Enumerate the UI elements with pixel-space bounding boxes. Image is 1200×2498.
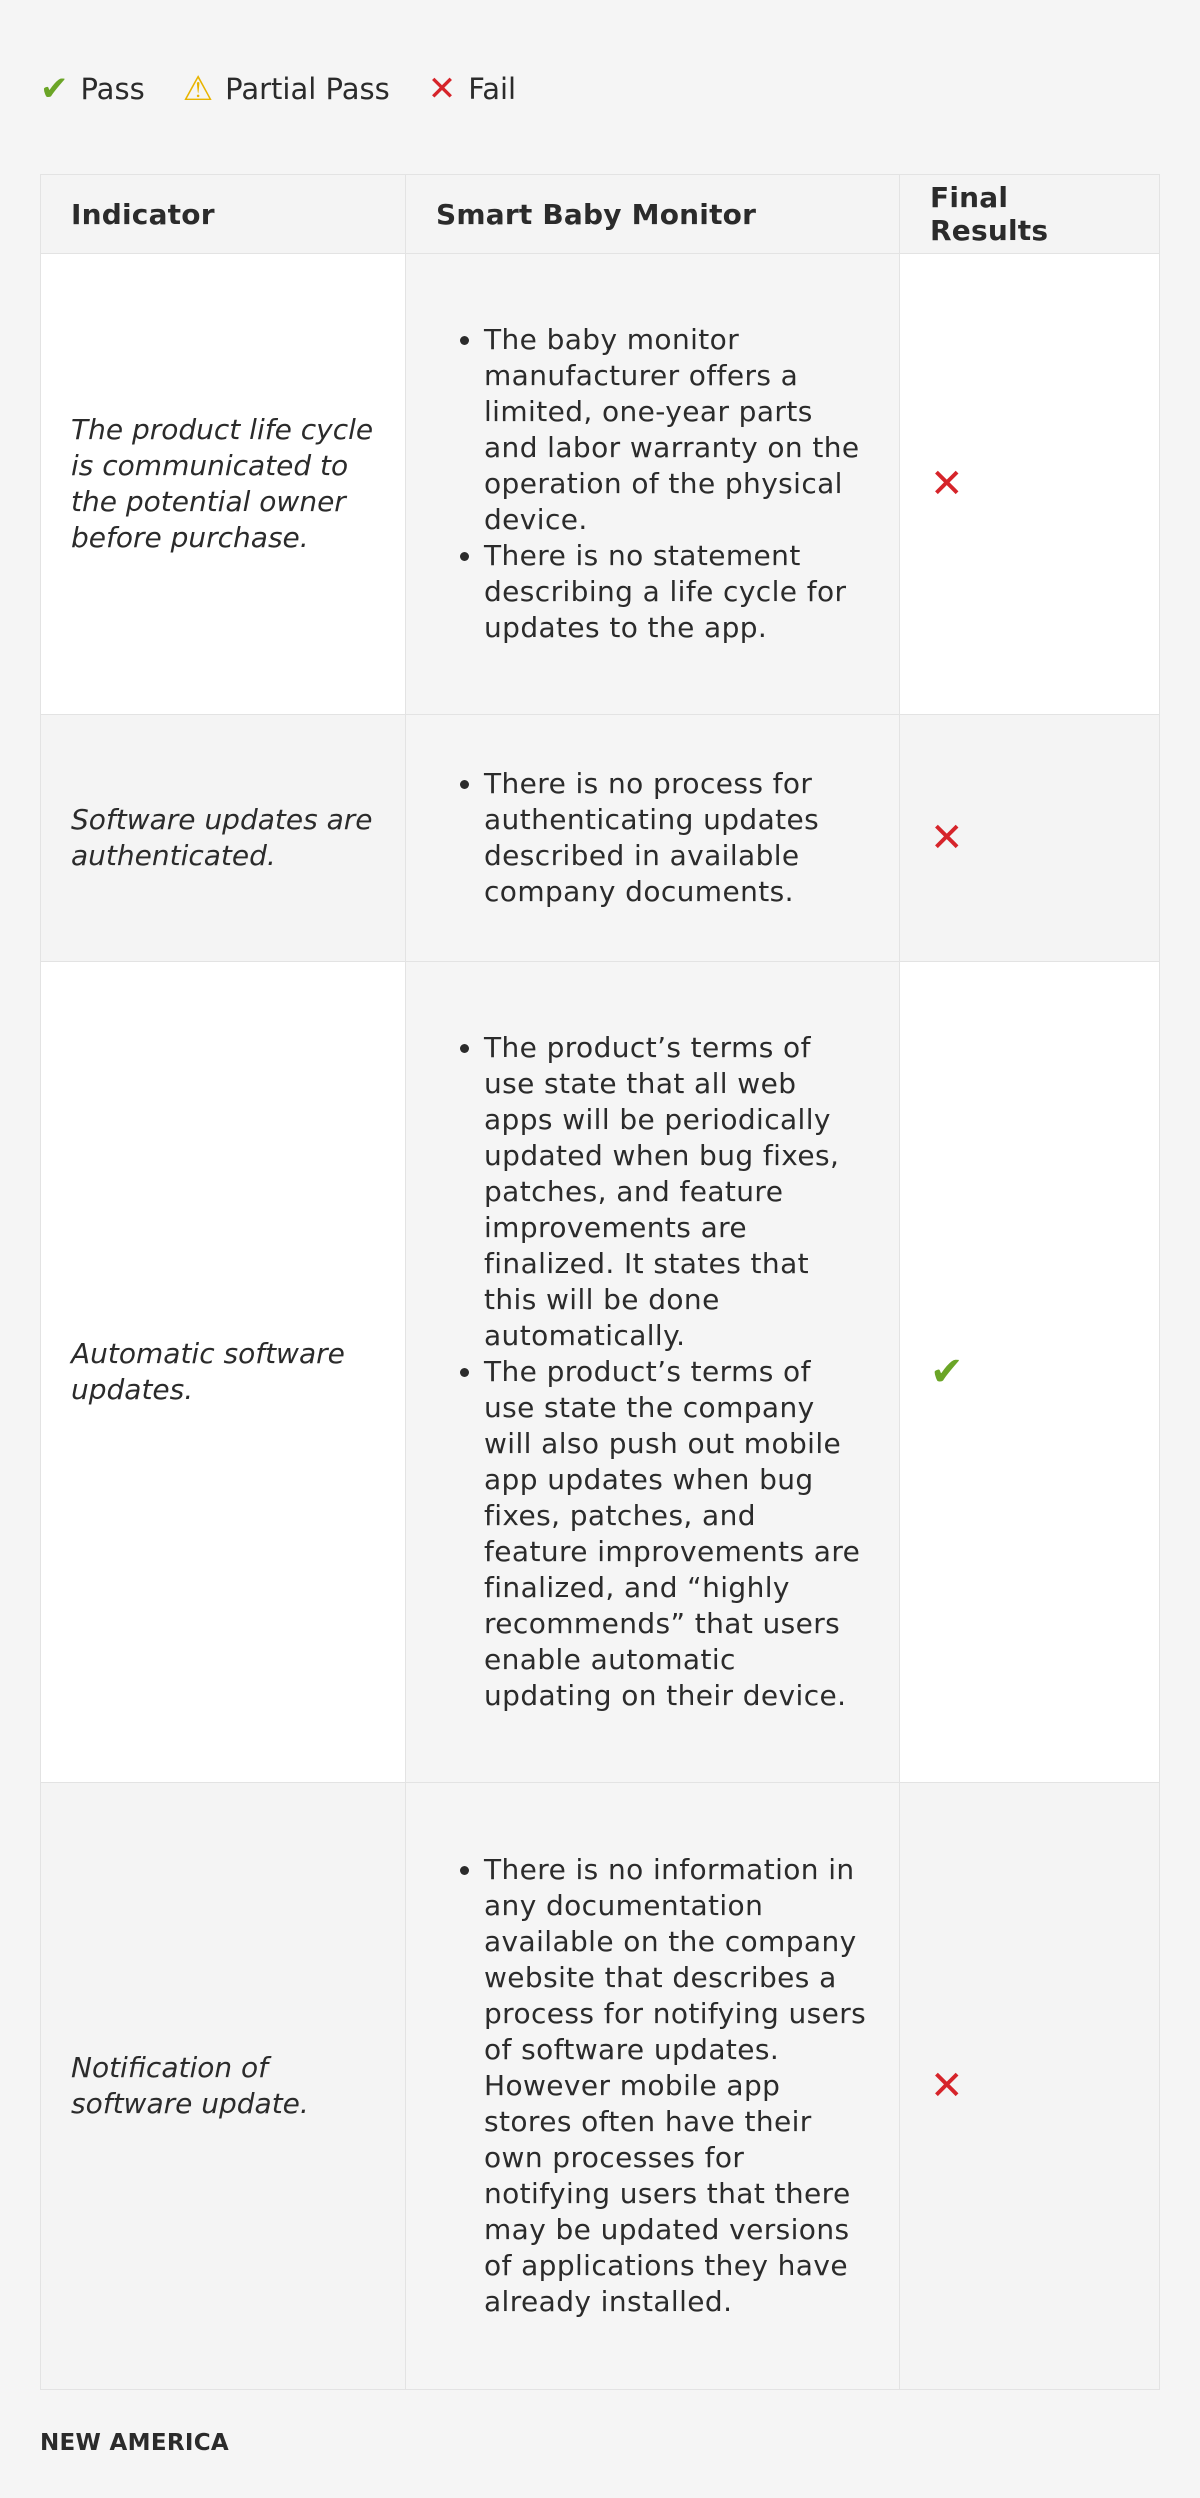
legend-label-pass: Pass: [80, 71, 145, 106]
warning-icon: ⚠: [182, 69, 214, 109]
indicator-cell: Automatic software updates.: [41, 962, 406, 1783]
indicator-cell: Notification of software update.: [41, 1783, 406, 2390]
header-final-results: Final Results: [900, 175, 1160, 254]
evidence-item: • The product’s terms of use state that all web apps will be periodically updated when bug fixes, patches, and feature improvements are finalized. It states that this will be done automatically.: [484, 1030, 869, 1354]
evidence-cell: [406, 254, 900, 715]
table-row: [41, 962, 1160, 1783]
evidence-list: [452, 766, 869, 910]
cross-mark-icon: ✕: [427, 69, 457, 109]
result-cell: [900, 254, 1160, 715]
table-row: [41, 254, 1160, 715]
evidence-list: [452, 1852, 869, 2320]
cross-mark-icon: ✕: [930, 461, 964, 507]
evidence-item: • The baby monitor manufacturer offers a limited, one-year parts and labor warranty on the operation of the physical device.: [484, 322, 869, 538]
footer-brand: NEW AMERICA: [40, 2430, 229, 2456]
result-cell: [900, 1783, 1160, 2390]
legend-item-partial-pass: [182, 69, 390, 109]
check-mark-icon: ✔: [40, 69, 69, 109]
legend-label-partial-pass: Partial Pass: [225, 71, 390, 106]
legend-item-fail: [427, 69, 517, 109]
legend: [40, 69, 554, 109]
check-mark-icon: ✔: [930, 1349, 964, 1395]
legend-item-pass: [40, 69, 145, 109]
cross-mark-icon: ✕: [930, 2063, 964, 2109]
evidence-list: [452, 322, 869, 646]
table-row: [41, 715, 1160, 962]
legend-label-fail: Fail: [468, 71, 517, 106]
table-row: [41, 1783, 1160, 2390]
evidence-cell: [406, 715, 900, 962]
results-table: [40, 174, 1160, 2390]
result-cell: [900, 962, 1160, 1783]
header-indicator: Indicator: [41, 175, 406, 254]
cross-mark-icon: ✕: [930, 815, 964, 861]
table-header-row: [41, 175, 1160, 254]
evidence-item: • The product’s terms of use state the company will also push out mobile app updates when bug fixes, patches, and feature improvements are finalized, and “highly recommends” that users enable automatic updating on their device.: [484, 1354, 869, 1714]
indicator-cell: Software updates are authenticated.: [41, 715, 406, 962]
evidence-item: • There is no process for authenticating updates described in available company documents.: [484, 766, 869, 910]
result-cell: [900, 715, 1160, 962]
header-smart-baby-monitor: Smart Baby Monitor: [406, 175, 900, 254]
evidence-item: • There is no statement describing a life cycle for updates to the app.: [484, 538, 869, 646]
evidence-cell: [406, 962, 900, 1783]
evidence-list: [452, 1030, 869, 1714]
evidence-cell: [406, 1783, 900, 2390]
evidence-item: • There is no information in any documentation available on the company website that describes a process for notifying users of software updates. However mobile app stores often have their own processes for notifying users that there may be updated versions of applications they have already installed.: [484, 1852, 869, 2320]
indicator-cell: The product life cycle is communicated to the potential owner before purchase.: [41, 254, 406, 715]
